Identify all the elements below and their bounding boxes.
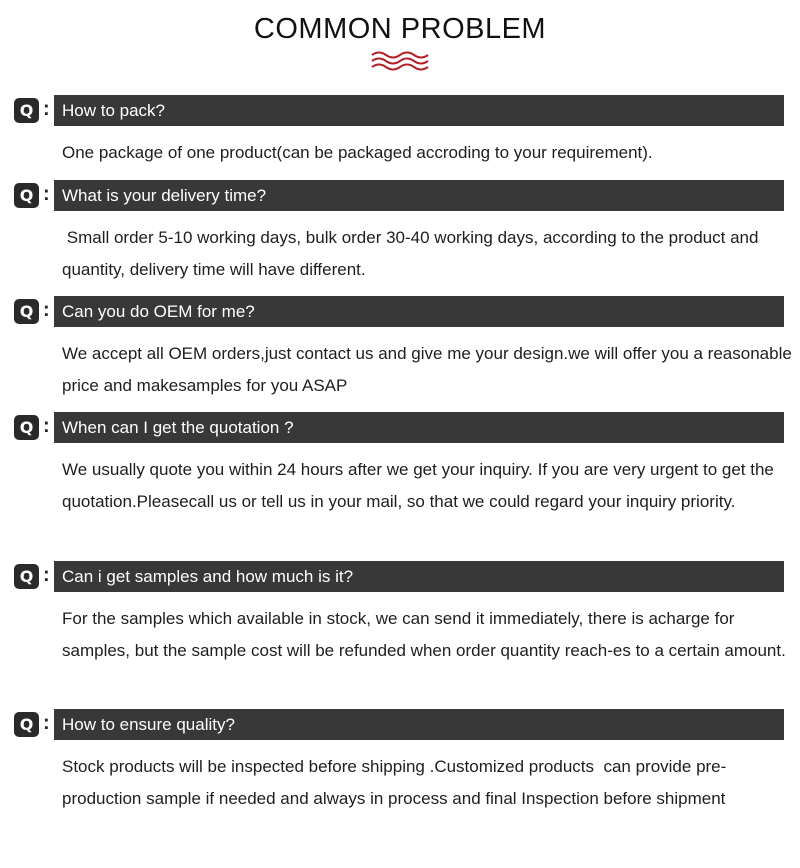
- question-text: When can I get the quotation ?: [62, 418, 294, 437]
- faq-item: [0, 296, 800, 395]
- question-text: Can i get samples and how much is it?: [62, 567, 354, 586]
- answer-text: We accept all OEM orders,just contact us and give me your design.we will offer you a reasonable price and makesamples for you ASAP: [62, 344, 797, 395]
- faq-item: [0, 180, 800, 279]
- faq-item: [0, 709, 800, 808]
- answer-text: Small order 5-10 working days, bulk order 30-40 working days, according to the product and quantity, delivery time will have different.: [62, 228, 764, 279]
- question-row: [0, 180, 800, 211]
- q-colon: :: [43, 299, 50, 321]
- question-text: How to ensure quality?: [62, 715, 235, 734]
- question-text: What is your delivery time?: [62, 186, 267, 205]
- answer-text: For the samples which available in stock, we can send it immediately, there is acharge for samples, but the sample cost will be refunded when order quantity reach-es to a certain amount.: [62, 609, 786, 660]
- question-row: [0, 296, 800, 327]
- q-colon: :: [43, 415, 50, 437]
- faq-item: [0, 95, 800, 162]
- faq-item: [0, 561, 800, 660]
- q-badge-icon: Q: [14, 299, 39, 324]
- q-colon: :: [43, 712, 50, 734]
- q-colon: :: [43, 183, 50, 205]
- question-row: [0, 709, 800, 740]
- q-badge-icon: Q: [14, 712, 39, 737]
- q-colon: :: [43, 564, 50, 586]
- page-title: COMMON PROBLEM: [253, 13, 547, 45]
- q-badge-icon: Q: [14, 415, 39, 440]
- q-badge-icon: Q: [14, 564, 39, 589]
- question-row: [0, 412, 800, 443]
- answer-text: One package of one product(can be packaged accroding to your requirement).: [62, 143, 653, 162]
- question-text: How to pack?: [62, 101, 165, 120]
- question-text: Can you do OEM for me?: [62, 302, 255, 321]
- faq-item: [0, 412, 800, 511]
- question-row: [0, 95, 800, 126]
- answer-text: We usually quote you within 24 hours after we get your inquiry. If you are very urgent to get the quotation.Pleasecall us or tell us in your mail, so that we could regard your inquiry priority.: [62, 460, 779, 511]
- answer-text: Stock products will be inspected before shipping .Customized products can provide pre-production sample if needed and always in process and final Inspection before shipment: [62, 757, 727, 808]
- question-row: [0, 561, 800, 592]
- q-colon: :: [43, 98, 50, 120]
- q-badge-icon: Q: [14, 183, 39, 208]
- q-badge-icon: Q: [14, 98, 39, 123]
